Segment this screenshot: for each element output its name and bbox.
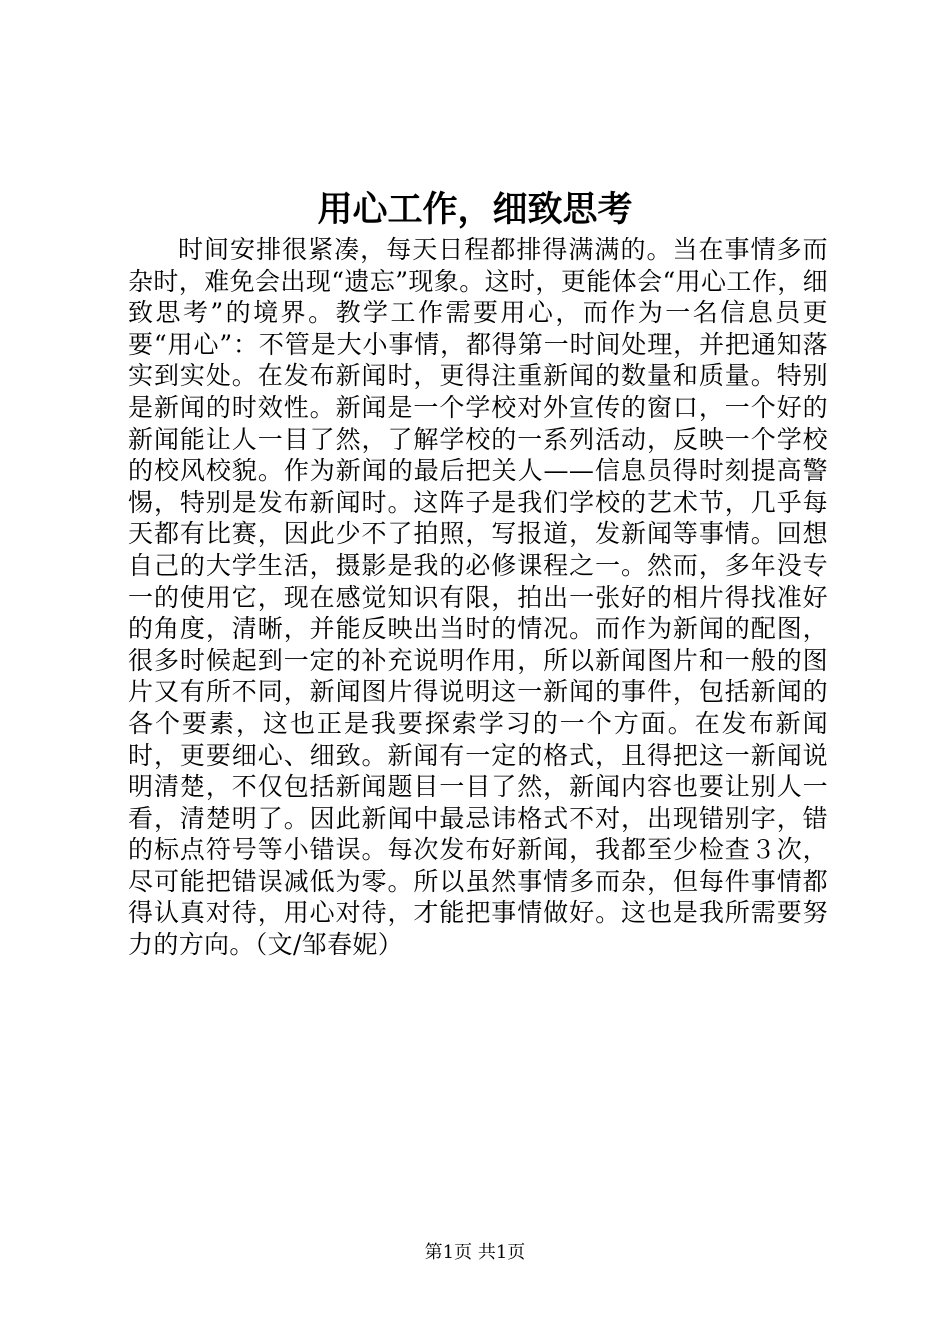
document-body-paragraph: 时间安排很紧凑，每天日程都排得满满的。当在事情多而杂时，难免会出现“遗忘”现象。这时，更能体会“用心工作，细致思考”的境界。教学工作需要用心，而作为一名信息员更要“用心”：不管是大小事情，都得第一时间处理，并把通知落实到实处。在发布新闻时，更得注重新闻的数量和质量。特别是新闻的时效性。新闻是一个学校对外宣传的窗口，一个好的新闻能让人一目了然，了解学校的一系列活动，反映一个学校的校风校貌。作为新闻的最后把关人——信息员得时刻提高警惕，特别是发布新闻时。这阵子是我们学校的艺术节，几乎每天都有比赛，因此少不了拍照，写报道，发新闻等事情。回想自己的大学生活，摄影是我的必修课程之一。然而，多年没专一的使用它，现在感觉知识有限，拍出一张好的相片得找准好的角度，清晰，并能反映出当时的情况。而作为新闻的配图，很多时候起到一定的补充说明作用，所以新闻图片和一般的图片又有所不同，新闻图片得说明这一新闻的事件，包括新闻的各个要素，这也正是我要探索学习的一个方面。在发布新闻时，更要细心、细致。新闻有一定的格式，且得把这一新闻说明清楚，不仅包括新闻题目一目了然，新闻内容也要让别人一看，清楚明了。因此新闻中最忌讳格式不对，出现错别字，错的标点符号等小错误。每次发布好新闻，我都至少检查３次，尽可能把错误减低为零。所以虽然事情多而杂，但每件事情都得认真对待，用心对待，才能把事情做好。这也是我所需要努力的方向。（文/邹春妮） bbox=[128, 235, 828, 960]
document-title: 用心工作，细致思考 bbox=[317, 189, 633, 230]
page-number-footer: 第1页 共1页 bbox=[424, 1242, 526, 1263]
